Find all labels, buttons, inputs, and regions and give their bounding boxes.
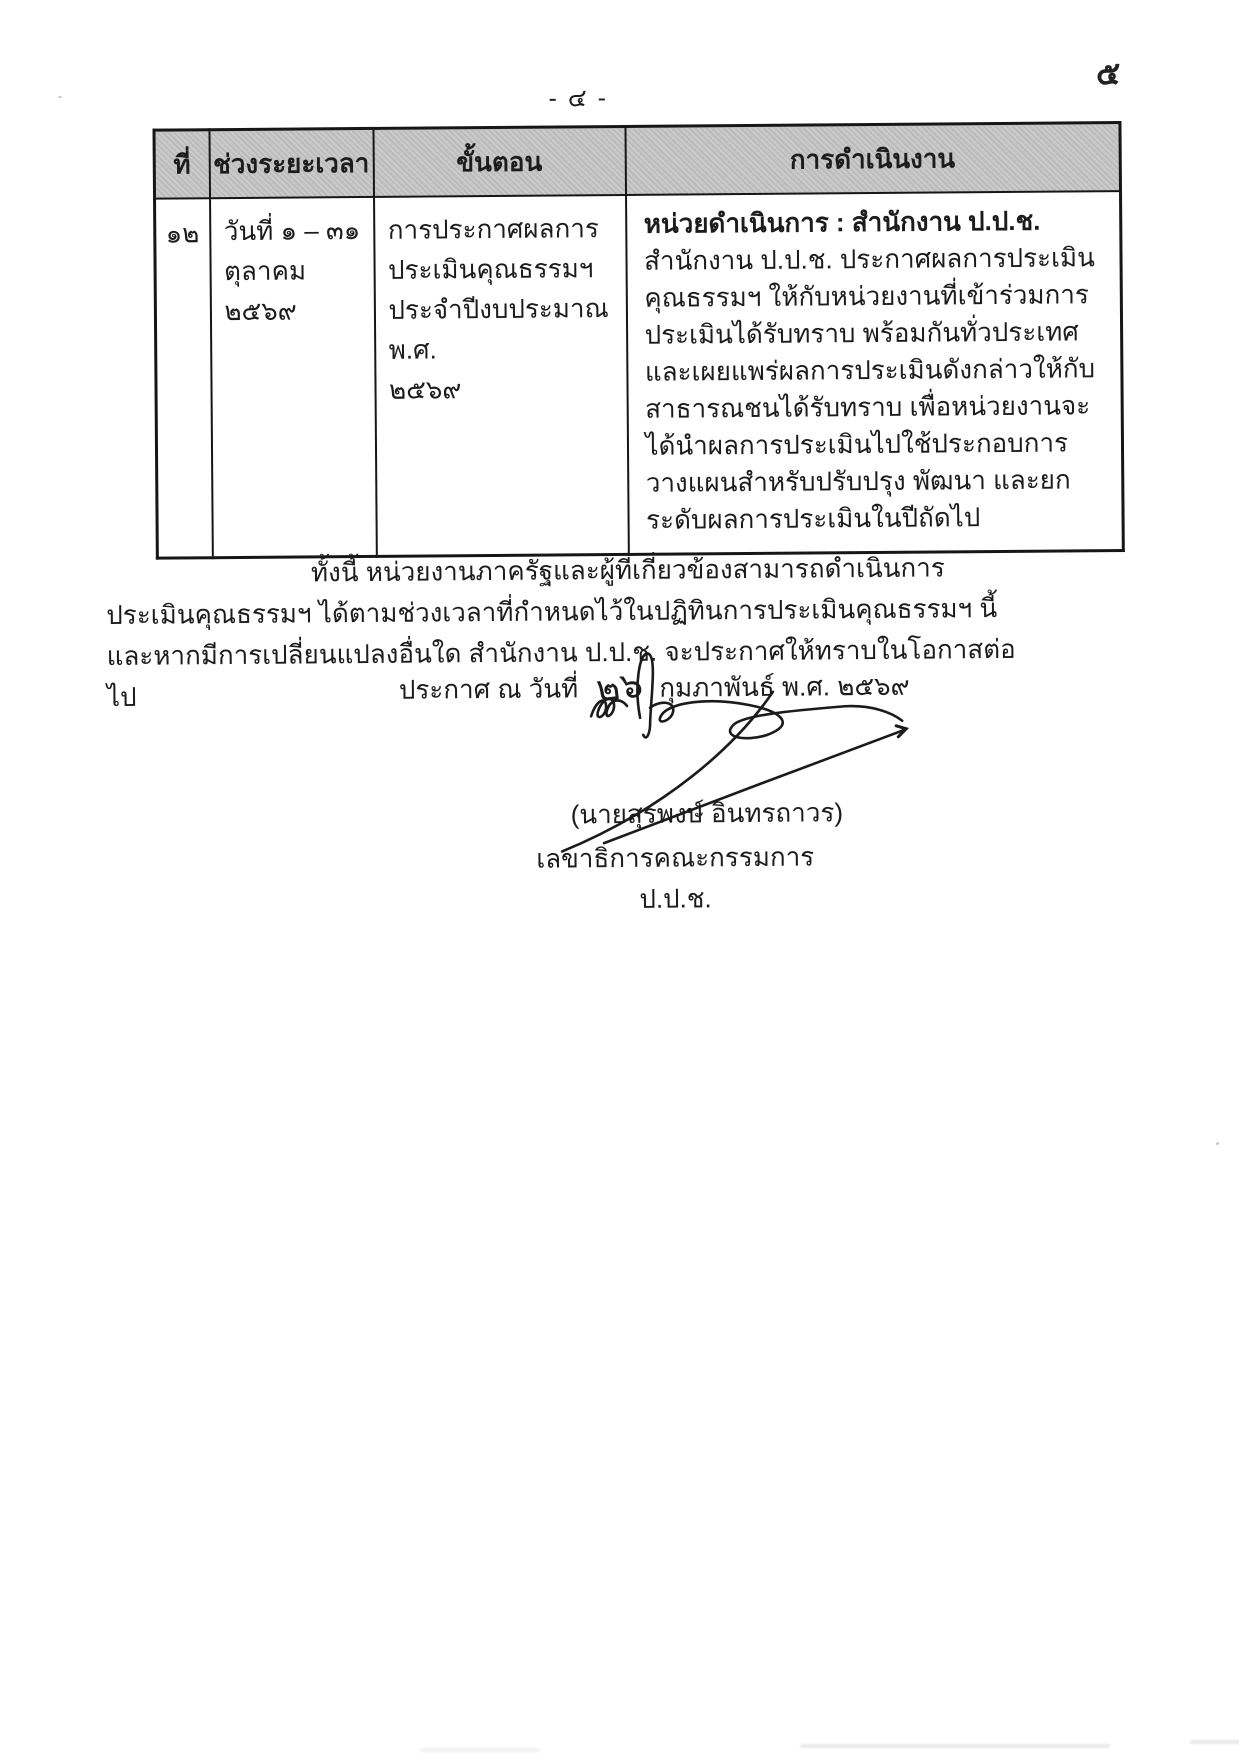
row-number: ๑๒ bbox=[165, 218, 200, 249]
signatory-name: (นายสุรพงษ์ อินทรถาวร) bbox=[570, 797, 844, 830]
header-cell-period: ช่วงระยะเวลา bbox=[209, 128, 374, 198]
period-line: วันที่ ๑ – ๓๑ bbox=[223, 215, 361, 247]
cell-row-number bbox=[155, 198, 213, 558]
closing-paragraph: ทั้งนี้ หน่วยงานภาครัฐและผู้ที่เกี่ยวข้องสามารถดำเนินการประเมินคุณธรรมฯ ได้ตามช่วงเวลาที่กำหนดไว้ในปฏิทินการประเมินคุณธรรมฯ นี้ และหากมีการเปลี่ยนแปลงอื่นใด สำนักงาน ป.ป.ช. จะประกาศให้ทราบในโอกาสต่อไป bbox=[106, 552, 1016, 713]
announce-suffix: กุมภาพันธ์ พ.ศ. ๒๕๖๙ bbox=[659, 670, 910, 703]
step-line: ประจำปีงบประมาณ พ.ศ. bbox=[388, 293, 609, 365]
header-cell-action: การดำเนินงาน bbox=[625, 123, 1121, 195]
page-number: - ๔ - bbox=[548, 84, 609, 113]
table-header-row bbox=[154, 123, 1121, 199]
handwritten-day: ๒๖ bbox=[593, 664, 645, 711]
signatory-title: เลขาธิการคณะกรรมการ ป.ป.ช. bbox=[536, 841, 815, 914]
scan-smudge bbox=[800, 1744, 1110, 1748]
scan-smudge bbox=[420, 1748, 540, 1752]
header-cell-step: ขั้นตอน bbox=[373, 126, 626, 196]
action-body: สำนักงาน ป.ป.ช. ประกาศผลการประเมินคุณธรรมฯ ให้กับหน่วยงานที่เข้าร่วมการประเมินได้รับทราบ พร้อมกันทั่วประเทศ และเผยแพร่ผลการประเมินดังกล่าวให้กับสาธารณชนได้รับทราบ เพื่อหน่วยงานจะได้นำผลการประเมินไปใช้ประกอบการวางแผนสำหรับปรับปรุง พัฒนา และยกระดับผลการประเมินในปีถัดไป bbox=[643, 242, 1096, 535]
cell-period bbox=[210, 197, 377, 558]
schedule-table bbox=[152, 121, 1124, 560]
header-cell-no: ที่ bbox=[154, 130, 210, 199]
cell-step bbox=[374, 195, 629, 556]
step-line: การประกาศผลการ bbox=[387, 213, 599, 245]
scan-speck bbox=[58, 96, 62, 98]
corner-page-number: ๕ bbox=[1095, 55, 1121, 92]
period-line: ตุลาคม ๒๕๖๙ bbox=[223, 255, 307, 327]
announce-prefix: ประกาศ ณ วันที่ bbox=[398, 673, 579, 705]
table-row bbox=[155, 191, 1124, 558]
step-line: ประเมินคุณธรรมฯ bbox=[387, 253, 594, 285]
step-line: ๒๕๖๙ bbox=[388, 374, 462, 405]
scan-smudge bbox=[1190, 1740, 1239, 1744]
announcement-date-line bbox=[399, 654, 910, 715]
cell-action bbox=[626, 191, 1124, 554]
action-heading: หน่วยดำเนินการ : สำนักงาน ป.ป.ช. bbox=[643, 205, 1041, 239]
scan-speck bbox=[1216, 1142, 1219, 1145]
